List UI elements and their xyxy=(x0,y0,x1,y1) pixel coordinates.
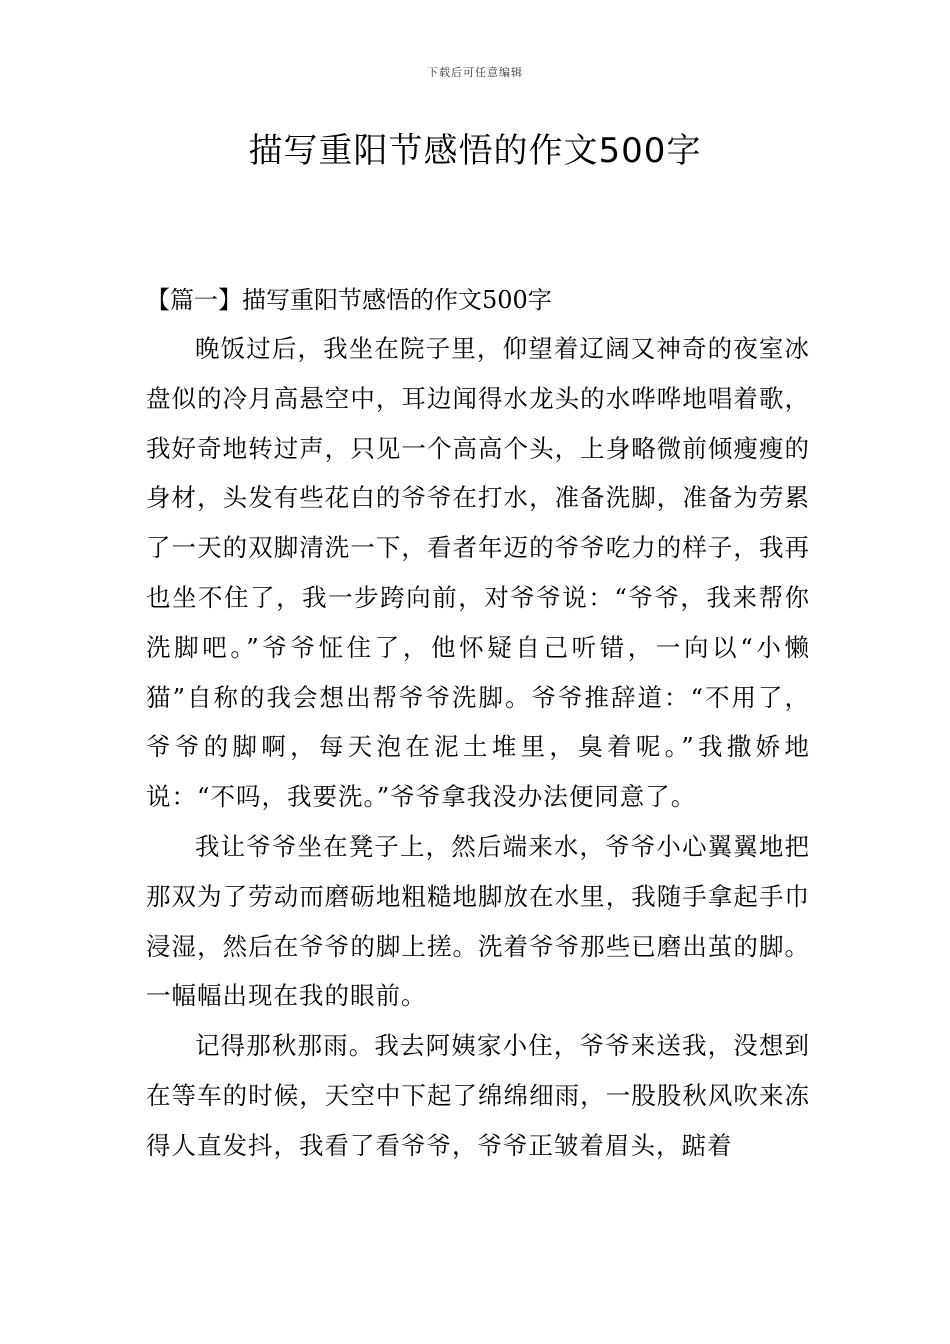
paragraph: 晚饭过后，我坐在院子里，仰望着辽阔又神奇的夜室冰盘似的冷月高悬空中，耳边闻得水龙头的水哗哗地唱着歌，我好奇地转过声，只见一个高高个头，上身略微前倾瘦瘦的身材，头发有些花白的爷爷在打水，准备洗脚，准备为劳累了一天的双脚清洗一下，看者年迈的爷爷吃力的样子，我再也坐不住了，我一步跨向前，对爷爷说：“爷爷，我来帮你洗脚吧。”爷爷怔住了，他怀疑自己听错，一向以“小懒猫”自称的我会想出帮爷爷洗脚。爷爷推辞道：“不用了，爷爷的脚啊，每天泡在泥土堆里，臭着呢。”我撒娇地说：“不吗，我要洗。”爷爷拿我没办法便同意了。 xyxy=(146,334,810,812)
article-body xyxy=(146,324,810,1171)
document-title: 描写重阳节感悟的作文500字 xyxy=(248,131,702,171)
paragraph: 记得那秋那雨。我去阿姨家小住，爷爷来送我，没想到在等车的时候，天空中下起了绵绵细雨，一股股秋风吹来冻得人直发抖，我看了看爷爷，爷爷正皱着眉头，踮着 xyxy=(146,1031,810,1160)
page-header-note: 下载后可任意编辑 xyxy=(427,66,523,79)
paragraph: 我让爷爷坐在凳子上，然后端来水，爷爷小心翼翼地把那双为了劳动而磨砺地粗糙地脚放在水里，我随手拿起手巾浸湿，然后在爷爷的脚上搓。洗着爷爷那些已磨出茧的脚。一幅幅出现在我的眼前。 xyxy=(146,831,810,1011)
section-heading: 【篇一】描写重阳节感悟的作文500字 xyxy=(146,286,552,314)
